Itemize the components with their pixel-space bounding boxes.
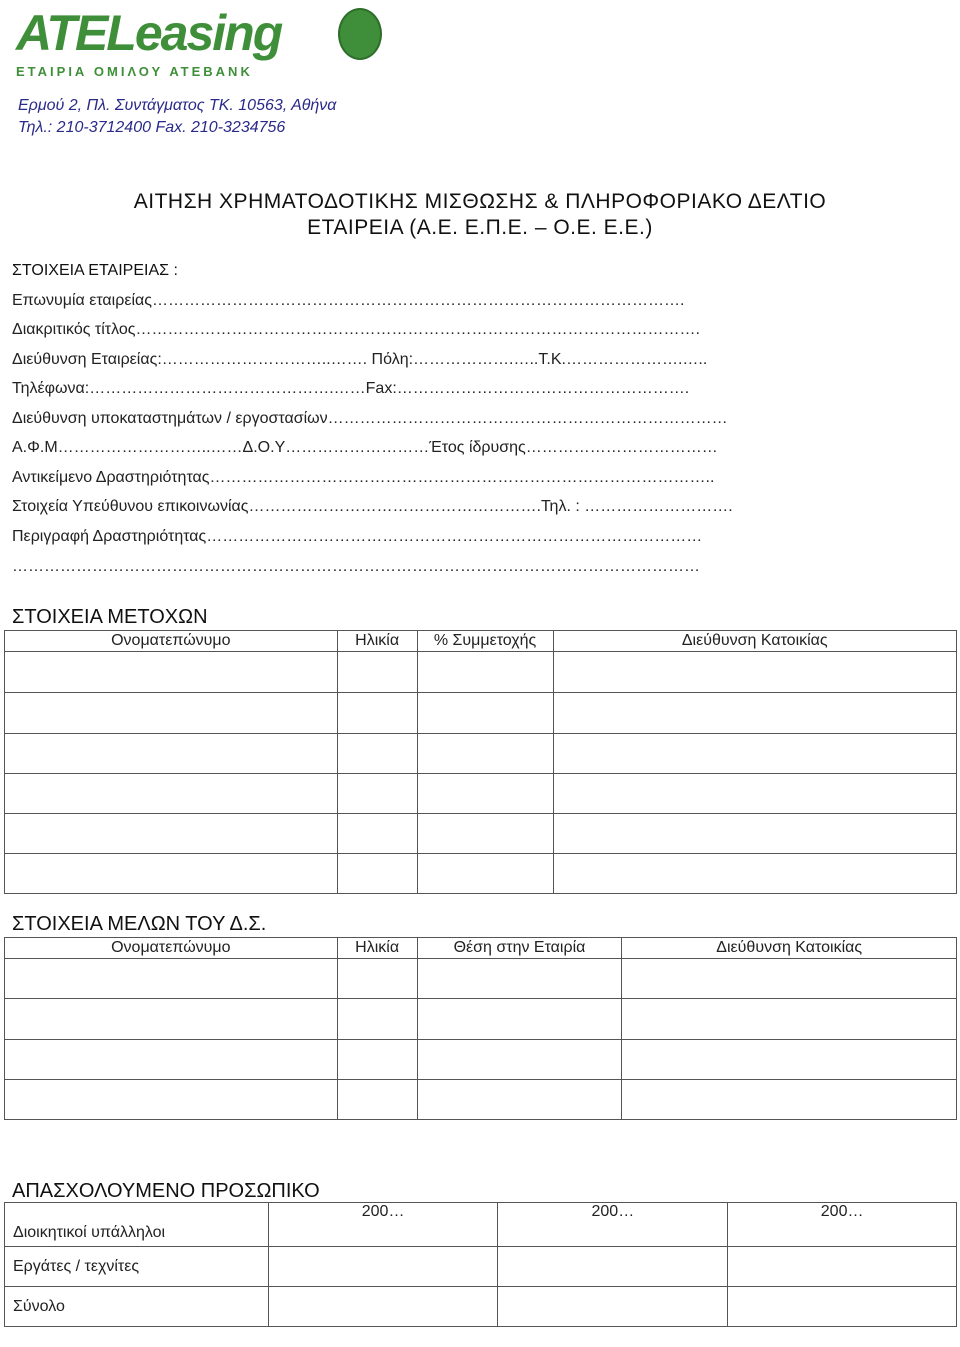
- table-cell[interactable]: [5, 1040, 338, 1080]
- table-cell[interactable]: [5, 959, 338, 999]
- table-cell[interactable]: [337, 693, 417, 734]
- table-cell[interactable]: [417, 774, 553, 814]
- row-label: Εργάτες / τεχνίτες: [5, 1247, 269, 1287]
- table-row: [5, 693, 957, 734]
- table-row: [5, 1247, 957, 1287]
- table-cell[interactable]: [5, 693, 338, 734]
- table-row: [5, 1080, 957, 1120]
- field-activity-description[interactable]: Περιγραφή Δραστηριότητας…………………………………………………………………………………: [12, 528, 703, 545]
- shareholders-heading: ΣΤΟΙΧΕΙΑ ΜΕΤΟΧΩΝ: [12, 606, 208, 628]
- table-cell[interactable]: [5, 734, 338, 774]
- table-cell[interactable]: [417, 1040, 622, 1080]
- table-cell[interactable]: [5, 652, 338, 693]
- company-section-heading: ΣΤΟΙΧΕΙΑ ΕΤΑΙΡΕΙΑΣ :: [12, 262, 178, 279]
- table-cell[interactable]: [337, 1080, 417, 1120]
- column-header: Ονοματεπώνυμο: [5, 631, 338, 652]
- table-cell[interactable]: [417, 652, 553, 693]
- logo-emblem-icon: [338, 8, 382, 60]
- table-cell[interactable]: [5, 814, 338, 854]
- table-row: [5, 652, 957, 693]
- column-header: Διεύθυνση Κατοικίας: [553, 631, 957, 652]
- staff-heading: ΑΠΑΣΧΟΛΟΥΜΕΝΟ ΠΡΟΣΩΠΙΚΟ: [12, 1180, 320, 1202]
- table-cell[interactable]: [337, 814, 417, 854]
- table-row: [5, 959, 957, 999]
- form-subtitle: ΕΤΑΙΡΕΙΑ (Α.Ε. Ε.Π.Ε. – Ο.Ε. Ε.Ε.): [307, 216, 653, 239]
- table-cell[interactable]: [728, 1287, 957, 1327]
- column-header: % Συμμετοχής: [417, 631, 553, 652]
- table-cell[interactable]: [728, 1247, 957, 1287]
- table-row: [5, 1040, 957, 1080]
- field-trade-name[interactable]: Διακριτικός τίτλος…………………………………………………………………………………………….: [12, 321, 700, 338]
- table-cell[interactable]: [622, 959, 957, 999]
- field-contact-person[interactable]: Στοιχεία Υπεύθυνου επικοινωνίας……………………………………………….Τηλ. : ……………………….: [12, 498, 733, 515]
- table-cell[interactable]: [337, 959, 417, 999]
- table-cell[interactable]: [337, 774, 417, 814]
- column-header: Ονοματεπώνυμο: [5, 938, 338, 959]
- table-cell[interactable]: [268, 1247, 498, 1287]
- table-cell[interactable]: [622, 1080, 957, 1120]
- table-cell[interactable]: [5, 774, 338, 814]
- table-cell[interactable]: [417, 959, 622, 999]
- table-cell[interactable]: [553, 734, 957, 774]
- staff-table: [4, 1202, 957, 1327]
- table-row: [5, 1203, 957, 1247]
- table-cell[interactable]: [337, 999, 417, 1040]
- logo-subtitle: ΕΤΑΙΡΙΑ ΟΜΙΛΟΥ ΑΤΕΒΑΝΚ: [16, 64, 253, 79]
- column-header: Διεύθυνση Κατοικίας: [622, 938, 957, 959]
- column-header: Θέση στην Εταιρία: [417, 938, 622, 959]
- table-cell[interactable]: [553, 693, 957, 734]
- column-header: Ηλικία: [337, 938, 417, 959]
- table-cell[interactable]: [337, 854, 417, 894]
- year-header[interactable]: 200…: [268, 1203, 498, 1247]
- row-label: Σύνολο: [5, 1287, 269, 1327]
- field-company-address[interactable]: Διεύθυνση Εταιρείας:…………………………..……. Πόλη:……………….…..Τ.Κ.………………….…..: [12, 351, 708, 368]
- field-company-name[interactable]: Επωνυμία εταιρείας……………………………………………………………………………………….: [12, 292, 685, 309]
- table-cell[interactable]: [498, 1287, 728, 1327]
- table-cell[interactable]: [5, 854, 338, 894]
- table-cell[interactable]: [622, 1040, 957, 1080]
- year-header[interactable]: 200…: [728, 1203, 957, 1247]
- company-logo: ATELeasing: [16, 5, 282, 61]
- table-cell[interactable]: [268, 1287, 498, 1327]
- table-row: [5, 999, 957, 1040]
- table-cell[interactable]: [417, 814, 553, 854]
- contact-line: Τηλ.: 210-3712400 Fax. 210-3234756: [18, 119, 286, 136]
- table-cell[interactable]: [553, 774, 957, 814]
- table-cell[interactable]: [553, 652, 957, 693]
- table-cell[interactable]: [337, 652, 417, 693]
- form-title: ΑΙΤΗΣΗ ΧΡΗΜΑΤΟΔΟΤΙΚΗΣ ΜΙΣΘΩΣΗΣ & ΠΛΗΡΟΦΟΡΙΑΚΟ ΔΕΛΤΙΟ: [133, 190, 827, 213]
- board-heading: ΣΤΟΙΧΕΙΑ ΜΕΛΩΝ ΤΟΥ Δ.Σ.: [12, 913, 267, 935]
- table-cell[interactable]: [553, 814, 957, 854]
- field-branch-address[interactable]: Διεύθυνση υποκαταστημάτων / εργοστασίων…………………………………………………………………: [12, 410, 728, 427]
- table-cell[interactable]: [622, 999, 957, 1040]
- shareholders-table: [4, 630, 957, 894]
- table-cell[interactable]: [5, 1080, 338, 1120]
- field-phones[interactable]: Τηλέφωνα:……………………………………….……Fax:……………………………………………….: [12, 380, 690, 397]
- table-row: [5, 774, 957, 814]
- table-cell[interactable]: [553, 854, 957, 894]
- table-cell[interactable]: [337, 1040, 417, 1080]
- table-cell[interactable]: [417, 1080, 622, 1120]
- table-row: [5, 854, 957, 894]
- table-cell[interactable]: [417, 734, 553, 774]
- table-row: [5, 734, 957, 774]
- field-business-object[interactable]: Αντικείμενο Δραστηριότητας…………………………………………………………………………………..: [12, 469, 715, 486]
- table-cell[interactable]: [5, 999, 338, 1040]
- address-line: Ερμού 2, Πλ. Συντάγματος ΤΚ. 10563, Αθήνα: [18, 97, 337, 114]
- field-activity-description-cont[interactable]: …………………………………………………………………………………………………………………: [12, 558, 700, 575]
- table-cell[interactable]: [337, 734, 417, 774]
- field-tax-id[interactable]: Α.Φ.Μ………………………..……Δ.Ο.Υ………………………Έτος ίδρυσης………………………………: [12, 439, 718, 456]
- year-header[interactable]: 200…: [498, 1203, 728, 1247]
- table-cell[interactable]: [417, 999, 622, 1040]
- table-cell[interactable]: [417, 693, 553, 734]
- row-label: Διοικητικοί υπάλληλοι: [5, 1203, 269, 1247]
- table-cell[interactable]: [498, 1247, 728, 1287]
- table-cell[interactable]: [417, 854, 553, 894]
- table-row: [5, 1287, 957, 1327]
- board-table: [4, 937, 957, 1120]
- table-row: [5, 814, 957, 854]
- column-header: Ηλικία: [337, 631, 417, 652]
